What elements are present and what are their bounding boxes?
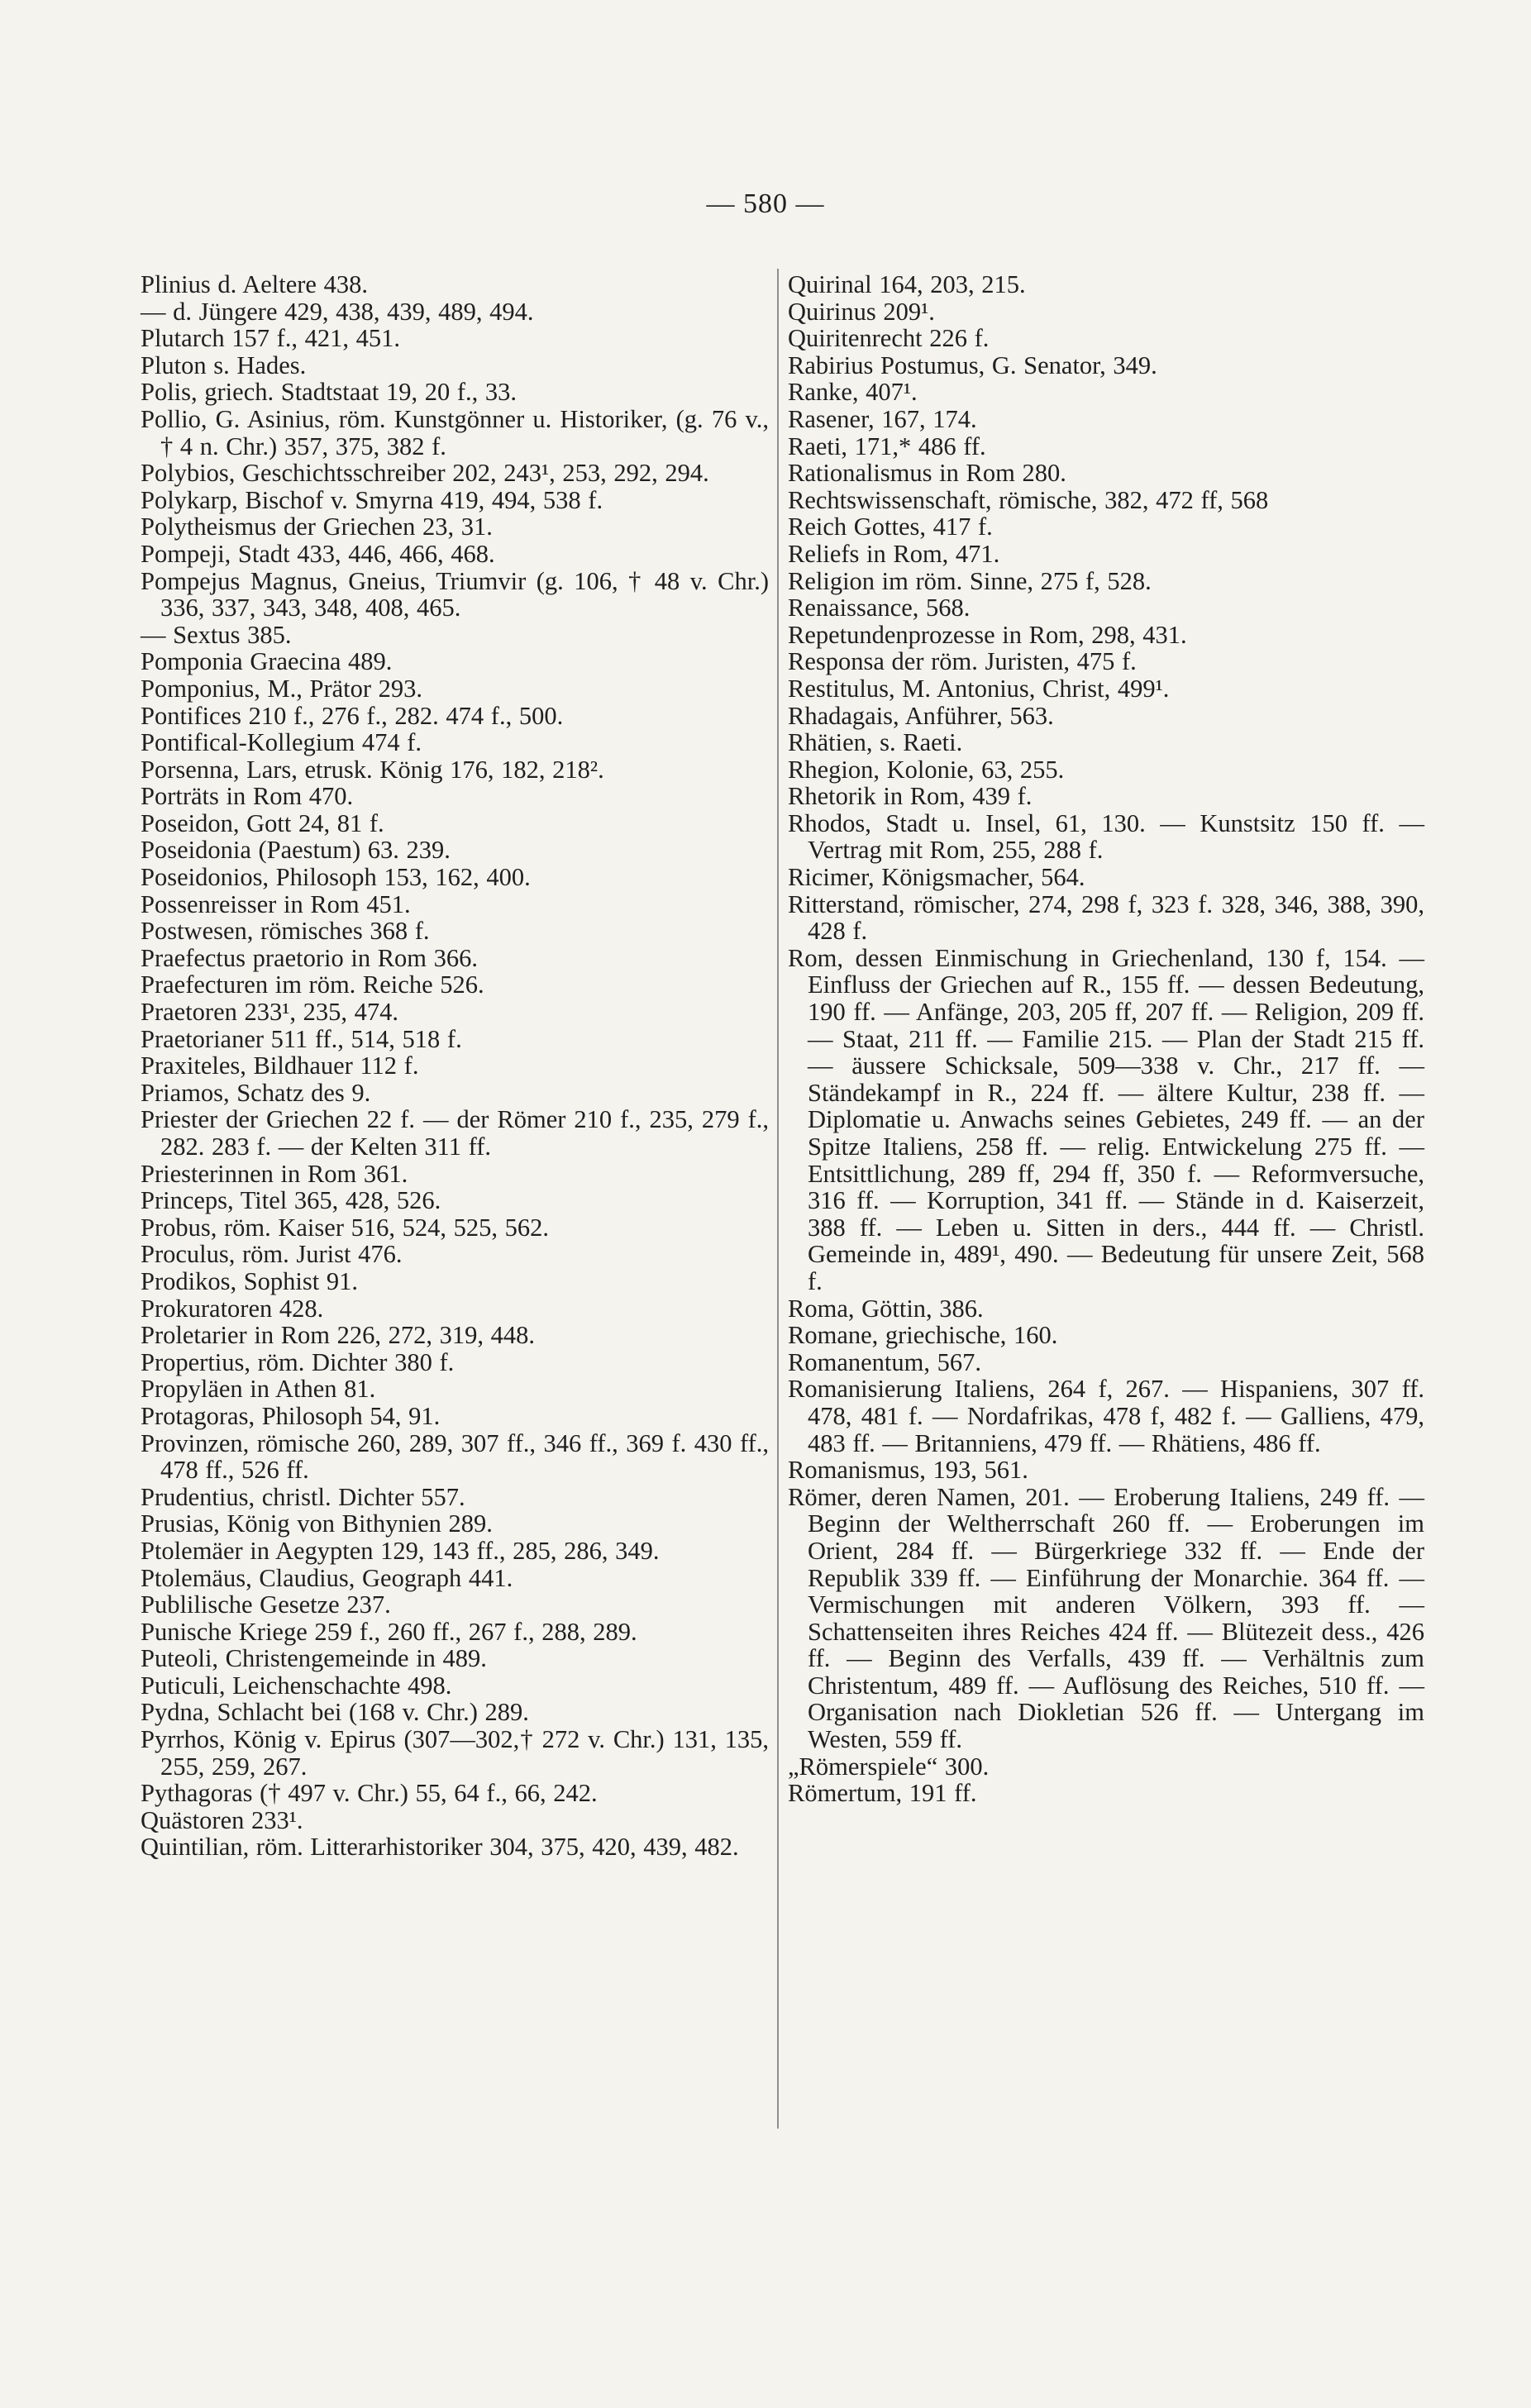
index-entry: Pomponius, M., Prätor 293. <box>141 674 423 703</box>
index-entry: Poseidonios, Philosoph 153, 162, 400. <box>141 863 531 892</box>
index-entry: Renaissance, 568. <box>788 594 971 622</box>
index-entry: Rationalismus in Rom 280. <box>788 459 1066 488</box>
index-entry: Priester der Griechen 22 f. — der Römer 210 f., 235, 279 f., 282. 283 f. — der Kelten 311 ff. <box>141 1105 769 1161</box>
index-entry: Rasener, 167, 174. <box>788 404 977 433</box>
index-entry: Quiritenrecht 226 f. <box>788 324 990 353</box>
index-entry: Protagoras, Philosoph 54, 91. <box>141 1401 441 1430</box>
index-entry: Plutarch 157 f., 421, 451. <box>141 324 401 353</box>
index-entry: Rom, dessen Einmischung in Griechenland, 130 f, 154. — Einfluss der Griechen auf R., 155 ff. — dessen Bedeutung, 190 ff. — Anfänge, 203, 205 ff, 207 ff. — Religion, 209 ff. — Staat, 211 ff. — Familie 215. — Plan der Stadt 215 ff. — äussere Schicksale, 509—338 v. Chr., 217 ff. — Ständekampf in R., 224 ff. — ältere Kultur, 238 ff. — Diplomatie u. Anwachs seines Gebietes, 249 ff. — an der Spitze Italiens, 258 ff. — relig. Entwickelung 275 ff. — Entsittlichung, 289 ff, 294 ff, 350 f. — Reformversuche, 316 ff. — Korruption, 341 ff. — Stände in d. Kaiserzeit, 388 ff. — Leben u. Sitten in ders., 444 ff. — Christl. Gemeinde in, 489¹, 490. — Bedeutung für unsere Zeit, 568 f. <box>788 943 1424 1295</box>
index-entry: Polybios, Geschichtsschreiber 202, 243¹, 253, 292, 294. <box>141 459 709 488</box>
index-entry: Priesterinnen in Rom 361. <box>141 1159 408 1188</box>
index-entry: Punische Kriege 259 f., 260 ff., 267 f., 288, 289. <box>141 1617 637 1646</box>
index-entry: Pyrrhos, König v. Epirus (307—302,† 272 v. Chr.) 131, 135, 255, 259, 267. <box>141 1725 769 1781</box>
index-entry: Romane, griechische, 160. <box>788 1321 1058 1350</box>
index-entry: Praetorianer 511 ff., 514, 518 f. <box>141 1024 462 1053</box>
index-entry: Pompeji, Stadt 433, 446, 466, 468. <box>141 539 495 568</box>
index-entry: Postwesen, römisches 368 f. <box>141 917 430 946</box>
column-divider <box>777 269 779 2129</box>
index-entry: Prokuratoren 428. <box>141 1294 324 1323</box>
index-entry: Ranke, 407¹. <box>788 378 918 407</box>
index-entry: Quirinal 164, 203, 215. <box>788 270 1026 298</box>
page-number: — 580 — <box>706 188 825 219</box>
index-entry: Romanentum, 567. <box>788 1347 981 1376</box>
index-entry: Probus, röm. Kaiser 516, 524, 525, 562. <box>141 1213 549 1242</box>
index-entry: Possenreisser in Rom 451. <box>141 889 411 918</box>
index-entry: Rhadagais, Anführer, 563. <box>788 701 1054 730</box>
index-entry: Rhegion, Kolonie, 63, 255. <box>788 755 1065 784</box>
index-entry: Rechtswissenschaft, römische, 382, 472 ff, 568 <box>788 485 1269 514</box>
index-entry: Romanisierung Italiens, 264 f, 267. — Hispaniens, 307 ff. 478, 481 f. — Nordafrikas, 478 f, 482 f. — Galliens, 479, 483 ff. — Britanniens, 479 ff. — Rhätiens, 486 ff. <box>788 1375 1424 1457</box>
index-entry: Ptolemäer in Aegypten 129, 143 ff., 285, 286, 349. <box>141 1536 660 1565</box>
index-entry: Pollio, G. Asinius, röm. Kunstgönner u. Historiker, (g. 76 v., † 4 n. Chr.) 357, 375, 382 f. <box>141 404 769 460</box>
index-entry: Polis, griech. Stadtstaat 19, 20 f., 33. <box>141 378 517 407</box>
index-entry: Reliefs in Rom, 471. <box>788 539 1000 568</box>
index-entry: Priamos, Schatz des 9. <box>141 1078 371 1107</box>
index-entry: Pydna, Schlacht bei (168 v. Chr.) 289. <box>141 1698 529 1727</box>
index-entry: „Römerspiele“ 300. <box>788 1752 990 1781</box>
index-entry: Polykarp, Bischof v. Smyrna 419, 494, 538 f. <box>141 485 603 514</box>
index-column-left <box>141 271 769 1861</box>
index-entry: Roma, Göttin, 386. <box>788 1294 984 1323</box>
index-entry: — Sextus 385. <box>141 620 292 649</box>
index-entry: Prodikos, Sophist 91. <box>141 1266 358 1295</box>
index-entry: Römer, deren Namen, 201. — Eroberung Italiens, 249 ff. — Beginn der Weltherrschaft 260 ff. — Eroberungen im Orient, 284 ff. — Bürgerkriege 332 ff. — Ende der Republik 339 ff. — Einführung der Monarchie. 364 ff. — Vermischungen mit anderen Völkern, 393 ff. — Schattenseiten ihres Reiches 424 ff. — Blütezeit dess., 426 ff. — Beginn des Verfalls, 439 ff. — Verhältnis zum Christentum, 489 ff. — Auflösung des Reiches, 510 ff. — Organisation nach Diokletian 526 ff. — Untergang im Westen, 559 ff. <box>788 1482 1424 1754</box>
index-entry: Rhätien, s. Raeti. <box>788 728 963 757</box>
index-entry: Poseidonia (Paestum) 63. 239. <box>141 836 451 865</box>
index-entry: Poseidon, Gott 24, 81 f. <box>141 808 384 837</box>
index-entry: Restitulus, M. Antonius, Christ, 499¹. <box>788 674 1170 703</box>
index-entry: Rhodos, Stadt u. Insel, 61, 130. — Kunstsitz 150 ff. — Vertrag mit Rom, 255, 288 f. <box>788 808 1424 865</box>
index-entry: Ptolemäus, Claudius, Geograph 441. <box>141 1563 513 1592</box>
index-entry: Porträts in Rom 470. <box>141 782 354 811</box>
index-entry: Propertius, röm. Dichter 380 f. <box>141 1347 455 1376</box>
index-entry: Pontifical-Kollegium 474 f. <box>141 728 422 757</box>
index-entry: Ricimer, Königsmacher, 564. <box>788 863 1085 892</box>
index-entry: Publilische Gesetze 237. <box>141 1590 391 1619</box>
index-entry: Proculus, röm. Jurist 476. <box>141 1240 403 1269</box>
index-entry: Pythagoras († 497 v. Chr.) 55, 64 f., 66, 242. <box>141 1779 598 1808</box>
index-entry: Polytheismus der Griechen 23, 31. <box>141 513 493 541</box>
index-entry: Praefecturen im röm. Reiche 526. <box>141 970 484 999</box>
index-entry: Religion im röm. Sinne, 275 f, 528. <box>788 566 1152 595</box>
index-entry: Praxiteles, Bildhauer 112 f. <box>141 1051 419 1080</box>
index-entry: Repetundenprozesse in Rom, 298, 431. <box>788 620 1187 649</box>
index-entry: Pluton s. Hades. <box>141 350 307 379</box>
index-entry: Pomponia Graecina 489. <box>141 647 393 676</box>
index-entry: Plinius d. Aeltere 438. <box>141 270 368 298</box>
index-entry: — d. Jüngere 429, 438, 439, 489, 494. <box>141 297 534 326</box>
index-entry: Ritterstand, römischer, 274, 298 f, 323 f. 328, 346, 388, 390, 428 f. <box>788 889 1424 946</box>
index-entry: Reich Gottes, 417 f. <box>788 513 993 541</box>
index-entry: Praetoren 233¹, 235, 474. <box>141 998 399 1027</box>
index-entry: Porsenna, Lars, etrusk. König 176, 182, 218². <box>141 755 604 784</box>
index-entry: Quintilian, röm. Litterarhistoriker 304, 375, 420, 439, 482. <box>141 1833 739 1862</box>
index-entry: Pompejus Magnus, Gneius, Triumvir (g. 106, † 48 v. Chr.) 336, 337, 343, 348, 408, 465. <box>141 566 769 622</box>
index-entry: Pontifices 210 f., 276 f., 282. 474 f., 500. <box>141 701 564 730</box>
index-entry: Proletarier in Rom 226, 272, 319, 448. <box>141 1321 536 1350</box>
index-entry: Prusias, König von Bithynien 289. <box>141 1509 493 1538</box>
index-entry: Romanismus, 193, 561. <box>788 1456 1028 1485</box>
index-entry: Responsa der röm. Juristen, 475 f. <box>788 647 1137 676</box>
index-column-right <box>788 271 1424 1807</box>
index-entry: Prudentius, christl. Dichter 557. <box>141 1482 465 1511</box>
index-entry: Römertum, 191 ff. <box>788 1779 977 1808</box>
index-entry: Quirinus 209¹. <box>788 297 935 326</box>
index-entry: Princeps, Titel 365, 428, 526. <box>141 1186 441 1215</box>
index-entry: Rhetorik in Rom, 439 f. <box>788 782 1033 811</box>
index-entry: Puticuli, Leichenschachte 498. <box>141 1671 452 1700</box>
index-entry: Raeti, 171,* 486 ff. <box>788 432 986 460</box>
index-entry: Praefectus praetorio in Rom 366. <box>141 943 479 972</box>
index-entry: Propyläen in Athen 81. <box>141 1375 376 1404</box>
index-entry: Quästoren 233¹. <box>141 1805 303 1834</box>
index-entry: Puteoli, Christengemeinde in 489. <box>141 1644 487 1673</box>
index-entry: Rabirius Postumus, G. Senator, 349. <box>788 350 1157 379</box>
index-entry: Provinzen, römische 260, 289, 307 ff., 346 ff., 369 f. 430 ff., 478 ff., 526 ff. <box>141 1428 769 1485</box>
